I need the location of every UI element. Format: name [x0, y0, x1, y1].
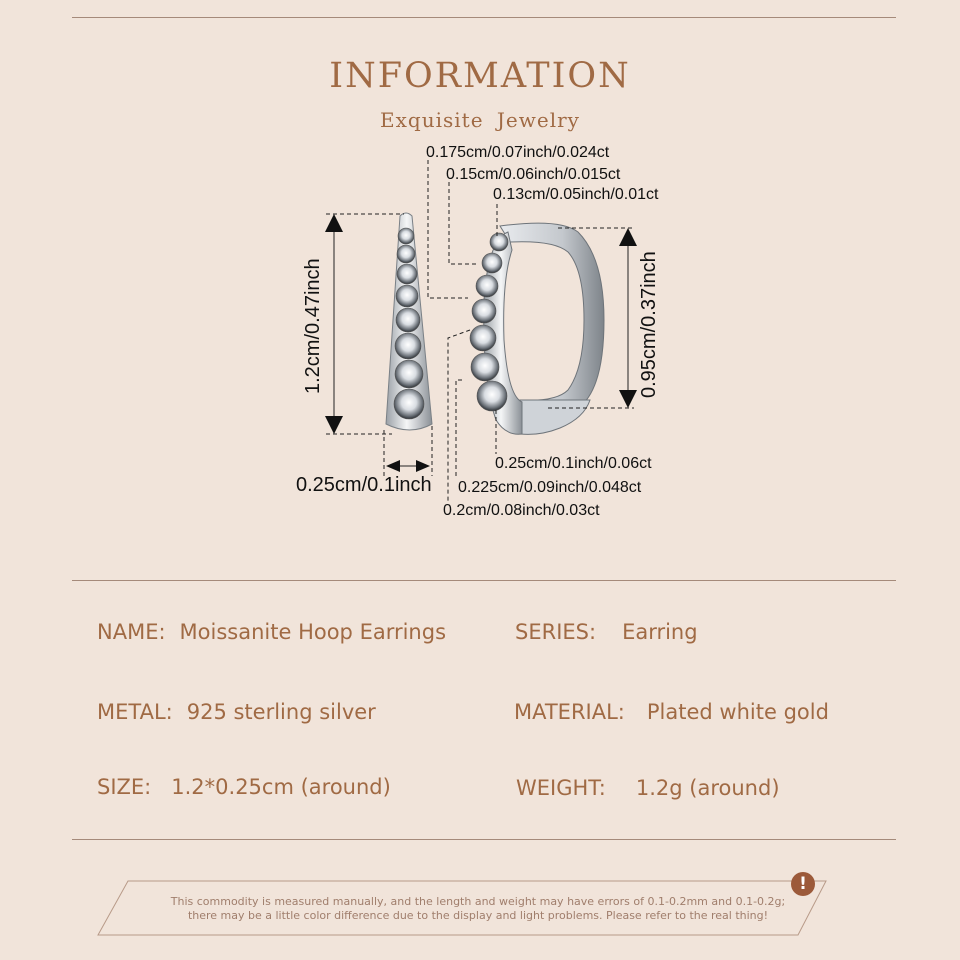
spec-material-value: Plated white gold	[646, 700, 829, 724]
page-subtitle: Exquisite Jewelry	[380, 108, 580, 132]
stone-dimension-4: 0.25cm/0.1inch/0.06ct	[495, 455, 652, 472]
page-title: INFORMATION	[329, 56, 631, 96]
spec-series-value: Earring	[622, 620, 698, 644]
stone-dimension-1: 0.175cm/0.07inch/0.024ct	[426, 144, 610, 161]
spec-series-label: SERIES:	[515, 620, 597, 644]
exclamation-icon: !	[791, 872, 815, 896]
notice-line-1: This commodity is measured manually, and the length and weight may have errors of 0.1-0.2mm and 0.1-0.2g;	[170, 895, 786, 908]
spec-weight-value: 1.2g (around)	[635, 776, 780, 800]
notice-text	[98, 895, 858, 923]
stone-dimension-5: 0.225cm/0.09inch/0.048ct	[458, 479, 642, 496]
spec-name	[97, 620, 446, 644]
spec-name-value: Moissanite Hoop Earrings	[179, 620, 447, 644]
spec-metal-label: METAL:	[97, 700, 173, 724]
earring-side-view	[386, 213, 432, 430]
earring-hoop-view	[470, 223, 604, 434]
stone-dimension-3: 0.13cm/0.05inch/0.01ct	[493, 186, 659, 203]
notice-line-2: there may be a little color difference due to the display and light problems. Please refer to the real thing!	[187, 909, 769, 922]
spec-weight-label: WEIGHT:	[516, 776, 606, 800]
spec-material-label: MATERIAL:	[514, 700, 625, 724]
bottom-divider	[72, 839, 896, 840]
spec-name-label: NAME:	[97, 620, 166, 644]
spec-weight	[516, 776, 780, 800]
spec-metal	[97, 700, 376, 724]
spec-size	[97, 775, 391, 799]
spec-metal-value: 925 sterling silver	[186, 700, 376, 724]
spec-material	[514, 700, 829, 724]
width-dimension: 0.25cm/0.1inch	[296, 474, 432, 496]
spec-series	[515, 620, 698, 644]
stone-dimension-2: 0.15cm/0.06inch/0.015ct	[446, 166, 621, 183]
height-dimension: 1.2cm/0.47inch	[302, 258, 324, 394]
middle-divider	[72, 580, 896, 581]
spec-size-value: 1.2*0.25cm (around)	[171, 775, 391, 799]
spec-size-label: SIZE:	[97, 775, 152, 799]
stone-dimension-6: 0.2cm/0.08inch/0.03ct	[443, 502, 600, 519]
notice-banner	[98, 880, 828, 936]
hoop-diameter-dimension: 0.95cm/0.37inch	[638, 251, 660, 398]
